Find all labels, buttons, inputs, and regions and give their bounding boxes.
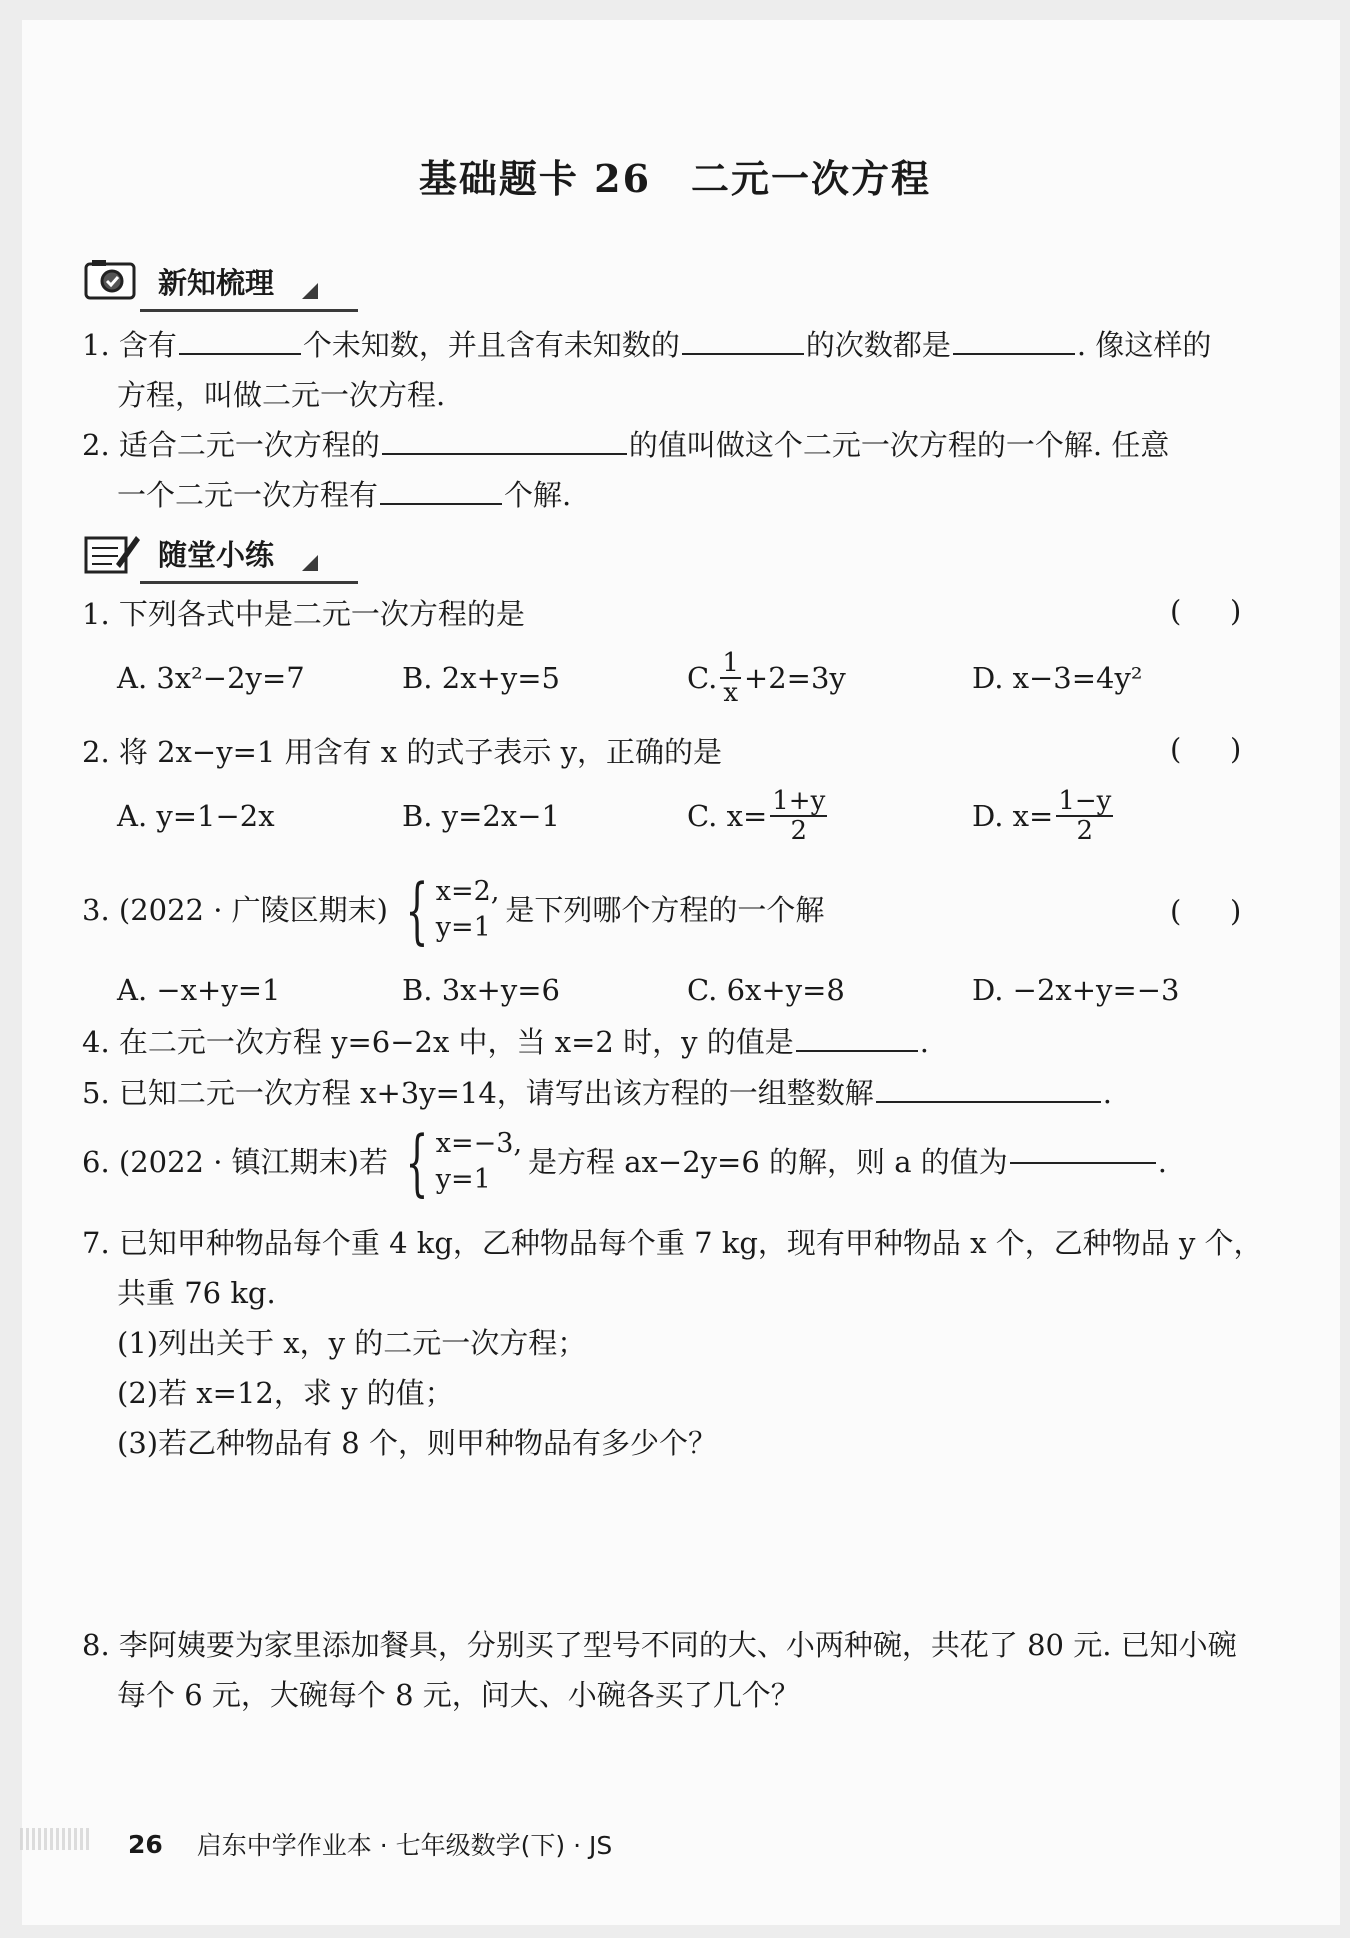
practice-q8-line2: 每个 6 元，大碗每个 8 元，问大、小碗各买了几个？ [117, 1678, 800, 1712]
option-q2-a: A. y=1−2x [117, 799, 275, 833]
option-q3-b: B. 3x+y=6 [402, 973, 560, 1007]
page-number: 26 [128, 1829, 163, 1859]
new-q1-line2: 方程，叫做二元一次方程. [117, 378, 446, 412]
footer-text: 启东中学作业本 · 七年级数学(下) · JS [196, 1831, 613, 1860]
new-q2-line1: 2. 适合二元一次方程的 的值叫做这个二元一次方程的一个解. 任意 [82, 428, 1170, 462]
section-header-practice [82, 530, 318, 576]
title-sub: 二元一次方程 [691, 156, 932, 201]
option-q3-a: A. −x+y=1 [117, 973, 281, 1007]
barcode-decoration [20, 1828, 90, 1850]
option-q1-c: C. $\frac{1}{x}$ +2=3y [687, 648, 846, 708]
answer-paren-q3: ( ) [1170, 894, 1242, 928]
option-q1-b: B. 2x+y=5 [402, 661, 560, 695]
option-q3-c: C. 6x+y=8 [687, 973, 845, 1007]
practice-q7-part1: (1)列出关于 x，y 的二元一次方程； [117, 1326, 587, 1360]
page-title [0, 148, 1350, 203]
equation-system-q6: { x=−3, y=1 [405, 1120, 523, 1204]
practice-q7-line2: 共重 76 kg. [117, 1276, 276, 1310]
title-main: 基础题卡 26 [418, 156, 652, 201]
new-q2-line2: 一个二元一次方程有 个解. [117, 478, 572, 512]
option-q1-a: A. 3x²−2y=7 [117, 661, 305, 695]
practice-q7-part3: (3)若乙种物品有 8 个，则甲种物品有多少个？ [117, 1426, 717, 1460]
section1-label: 新知梳理 [158, 265, 275, 300]
new-q1-line1: 1. 含有 个未知数，并且含有未知数的 的次数都是 . 像这样的 [82, 328, 1212, 362]
option-q1-d: D. x−3=4y² [972, 661, 1143, 695]
section-header-new-knowledge [82, 258, 318, 304]
practice-q7-part2: (2)若 x=12，求 y 的值； [117, 1376, 454, 1410]
page-footer [128, 1826, 612, 1862]
practice-q2: 2. 将 2x−y=1 用含有 x 的式子表示 y，正确的是 [82, 735, 722, 769]
option-q3-d: D. −2x+y=−3 [972, 973, 1180, 1007]
practice-q8-line1: 8. 李阿姨要为家里添加餐具，分别买了型号不同的大、小两种碗，共花了 80 元. 已知小碗 [82, 1628, 1237, 1662]
answer-paren-q1: ( ) [1170, 594, 1242, 628]
practice-q7-line1: 7. 已知甲种物品每个重 4 kg，乙种物品每个重 7 kg，现有甲种物品 x 个，乙种物品 y 个， [82, 1226, 1263, 1260]
practice-q6: 6. (2022 · 镇江期末)若 { x=−3, y=1 是方程 ax−2y=6 的解，则 a 的值为 . [82, 1120, 1167, 1204]
section2-label: 随堂小练 [158, 537, 275, 572]
practice-q4: 4. 在二元一次方程 y=6−2x 中，当 x=2 时，y 的值是 . [82, 1025, 929, 1059]
notebook-pen-icon [82, 530, 142, 576]
option-q2-d: D. x= $\frac{1-y}{2}$ [972, 786, 1112, 846]
answer-paren-q2: ( ) [1170, 732, 1242, 766]
equation-system-q3: { x=2, y=1 [405, 868, 500, 952]
practice-q1: 1. 下列各式中是二元一次方程的是 [82, 597, 525, 631]
option-q2-b: B. y=2x−1 [402, 799, 560, 833]
option-q2-c: C. x= $\frac{1+y}{2}$ [687, 786, 826, 846]
practice-q3: 3. (2022 · 广陵区期末) { x=2, y=1 是下列哪个方程的一个解 [82, 868, 825, 952]
camera-icon [82, 258, 142, 304]
practice-q5: 5. 已知二元一次方程 x+3y=14，请写出该方程的一组整数解 . [82, 1076, 1113, 1110]
